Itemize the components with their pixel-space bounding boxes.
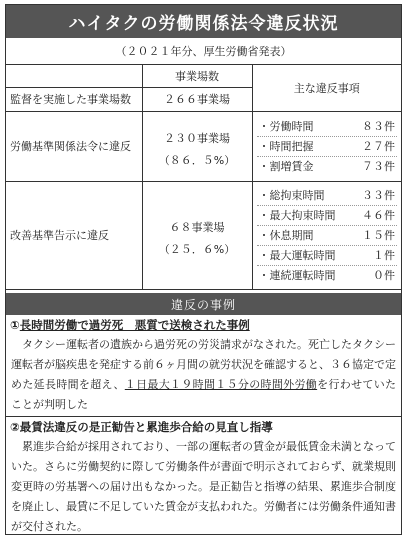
table-row bbox=[6, 181, 401, 289]
cases-section-header: 違反の事例 bbox=[6, 293, 401, 315]
row-count-inspected: ２６６事業場 bbox=[142, 87, 252, 111]
header-count: 事業場数 bbox=[142, 65, 252, 87]
row-count-improvement-std bbox=[142, 181, 252, 289]
source-note: （２０２１年分、厚生労働省発表） bbox=[6, 38, 401, 65]
list-item: ・総拘束時間 ３３件 bbox=[257, 186, 398, 206]
case1-title: ① 長時間労働で過労死 悪質で送検された事例 bbox=[10, 318, 250, 332]
list-item: ・休息期間 １５件 bbox=[257, 226, 398, 246]
divider bbox=[6, 416, 401, 417]
count-ratio: （２５．６%） bbox=[158, 243, 236, 256]
count-value: ６８事業場 bbox=[169, 221, 225, 234]
case2-body: 累進歩合給が採用されており、一部の運転者の賃金が最低賃金未満となっていた。さらに労働契約に際して労働条件が書面で明示されておらず、就業規則変更時の労基署への届け出もなかった。是正勧告と指導の結果、累進歩合制度を廃止し、最賃に不足していた賃金が支払われた。労働者には労働条件通知書が交付された。 bbox=[11, 440, 396, 533]
list-item: ・労働時間 ８３件 bbox=[257, 117, 398, 137]
case1-body: タクシー運転者の遺族から過労死の労災請求がなされた。死亡したタクシー運転者が脳疾患を発症する前６ヶ月間の就労状況を確認すると、３６協定で定めた延長時間を超え、１日最大１９時間１５分の時間外労働を行わせていたことが判明した bbox=[11, 338, 397, 411]
violation-stats-table bbox=[6, 65, 401, 290]
list-item: ・割増賃金 ７３件 bbox=[258, 160, 395, 173]
count-value: ２３０事業場 bbox=[164, 132, 230, 145]
infographic-frame bbox=[5, 4, 402, 535]
table-header-row bbox=[6, 65, 401, 87]
count-ratio: （８６．５%） bbox=[158, 154, 236, 167]
row-label-labor-std: 労働基準関係法令に違反 bbox=[6, 111, 142, 181]
row-label-inspected: 監督を実施した事業場数 bbox=[6, 87, 142, 111]
list-item: ・最大拘束時間 ４６件 bbox=[257, 206, 398, 226]
violations-improvement-std bbox=[252, 181, 401, 289]
row-label-improvement-std: 改善基準告示に違反 bbox=[6, 181, 142, 289]
list-item: ・最大運転時間 １件 bbox=[257, 246, 398, 266]
table-row bbox=[6, 111, 401, 181]
case2-title: ②最賃法違反の是正勧告と累進歩合給の見直し指導 bbox=[10, 420, 273, 434]
table-header-empty bbox=[6, 65, 142, 87]
header-violations: 主な違反事項 bbox=[252, 65, 401, 111]
page-title: ハイタクの労働関係法令違反状況 bbox=[6, 5, 401, 38]
case1-highlight: １日最大１９時間１５分の時間外労働 bbox=[124, 378, 318, 391]
list-item: ・時間把握 ２７件 bbox=[257, 137, 398, 157]
list-item: ・連続運転時間 ０件 bbox=[258, 269, 395, 282]
violations-labor-std bbox=[252, 111, 401, 181]
row-count-labor-std bbox=[142, 111, 252, 181]
